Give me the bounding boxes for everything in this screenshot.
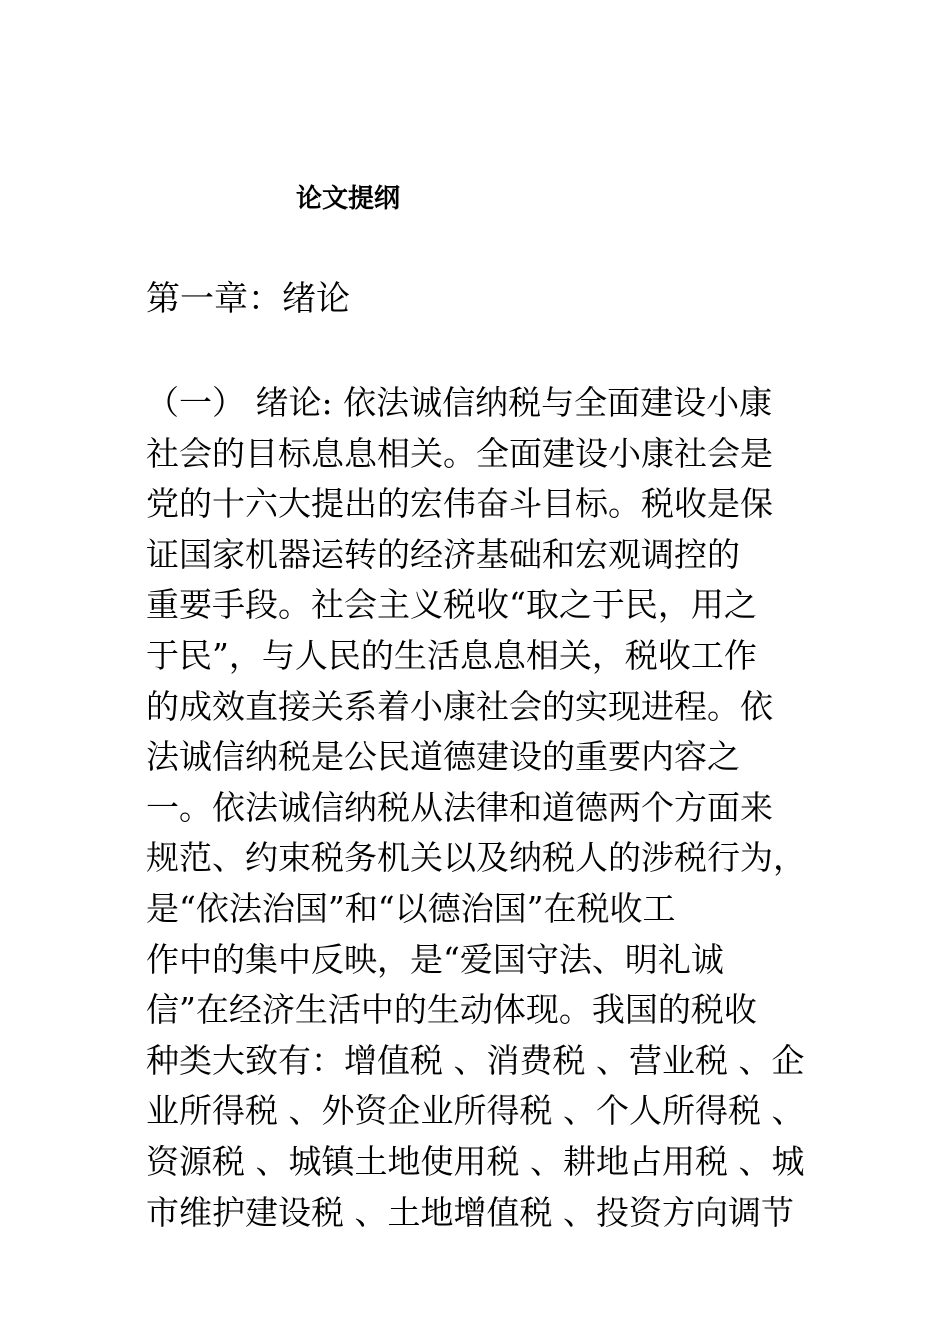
body-paragraph xyxy=(146,378,826,1238)
paragraph-line: 是“依法治国”和“以德治国”在税收工 xyxy=(146,888,676,928)
paragraph-line: 市维护建设税 、土地增值税 、投资方向调节 xyxy=(146,1192,794,1232)
paragraph-line: 法诚信纳税是公民道德建设的重要内容之 xyxy=(146,737,740,777)
paragraph-line: 种类大致有：增值税 、消费税 、营业税 、企 xyxy=(146,1040,805,1080)
paragraph-line: 社会的目标息息相关。全面建设小康社会是 xyxy=(146,433,773,473)
chapter-heading: 第一章：绪论 xyxy=(146,279,350,319)
paragraph-line: （一） 绪论: 依法诚信纳税与全面建设小康 xyxy=(146,383,773,422)
paragraph-line: 重要手段。社会主义税收“取之于民，用之 xyxy=(146,585,757,625)
paragraph-line: 一。依法诚信纳税从法律和道德两个方面来 xyxy=(146,787,773,827)
paragraph-line: 资源税 、城镇土地使用税 、耕地占用税 、城 xyxy=(146,1141,805,1181)
paragraph-line: 证国家机器运转的经济基础和宏观调控的 xyxy=(146,534,740,574)
document-title: 论文提纲 xyxy=(296,184,401,214)
paragraph-line: 规范、约束税务机关以及纳税人的涉税行为， xyxy=(146,838,806,878)
paragraph-line: 业所得税 、外资企业所得税 、个人所得税 、 xyxy=(146,1091,805,1131)
paragraph-line: 于民”，与人民的生活息息相关，税收工作 xyxy=(146,635,757,675)
paragraph-line: 信”在经济生活中的生动体现。我国的税收 xyxy=(146,990,757,1030)
paragraph-line: 的成效直接关系着小康社会的实现进程。依 xyxy=(146,686,773,726)
paragraph-line: 党的十六大提出的宏伟奋斗目标。税收是保 xyxy=(146,484,773,524)
paragraph-line: 作中的集中反映，是“爱国守法、明礼诚 xyxy=(146,939,724,979)
